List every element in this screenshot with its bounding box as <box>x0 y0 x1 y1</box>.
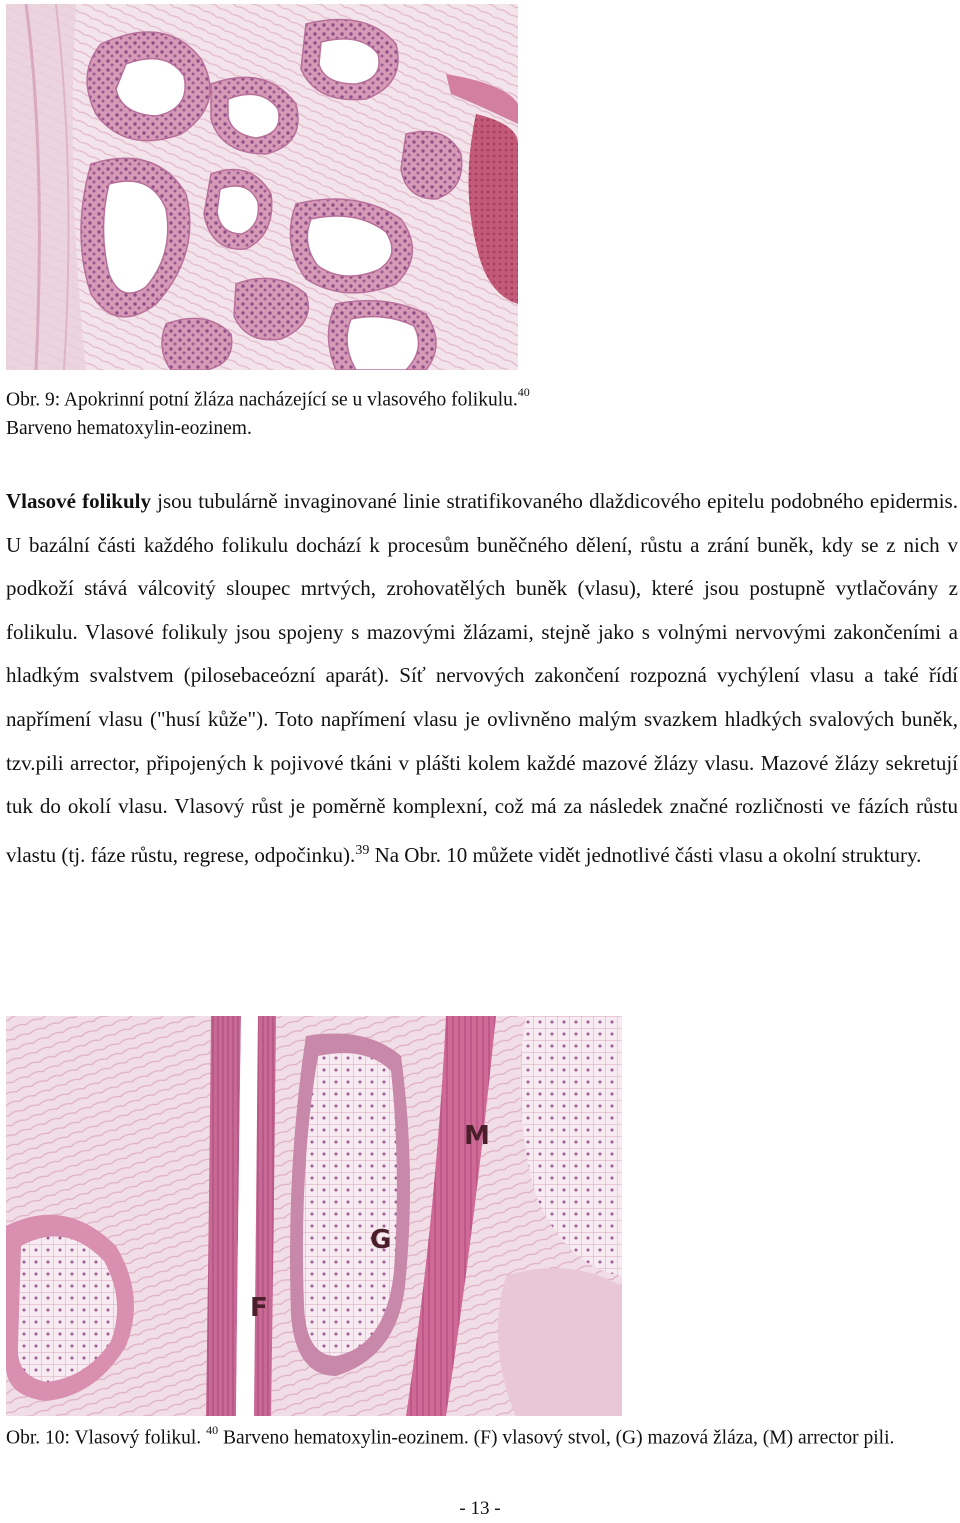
figure-10-image <box>6 1016 622 1416</box>
figure-9-caption <box>6 380 530 443</box>
figure-9-image <box>6 4 518 370</box>
figure-10-caption-text: Obr. 10: Vlasový folikul. <box>6 1427 202 1449</box>
label-g: G <box>370 1225 392 1255</box>
label-m: M <box>464 1121 490 1151</box>
paragraph-text-b: Na Obr. 10 můžete vidět jednotlivé části vlasu a okolní struktury. <box>369 842 922 867</box>
figure-9-caption-text: Obr. 9: Apokrinní potní žláza nacházející se u vlasového folikulu. <box>6 389 518 411</box>
follicle-micrograph <box>6 1016 622 1416</box>
page-number: - 13 - <box>459 1498 501 1519</box>
figure-9-reference: 40 <box>517 385 530 399</box>
figure-9-caption-line2: Barveno hematoxylin-eozinem. <box>6 417 252 439</box>
term-hair-follicles: Vlasové folikuly <box>6 489 151 513</box>
gland-micrograph <box>6 4 518 370</box>
figure-10-reference: 40 <box>206 1423 219 1437</box>
paragraph-reference: 39 <box>355 842 370 858</box>
figure-10-caption-rest: Barveno hematoxylin-eozinem. (F) vlasový stvol, (G) mazová žláza, (M) arrector pili. <box>218 1427 895 1449</box>
paragraph-text-a: jsou tubulárně invaginované linie stratifikovaného dlaždicového epitelu podobného epidermis. U bazální části každého folikulu dochází k procesům buněčného dělení, růstu a zrání buněk, kdy se z nich v podkoží stává válcovitý sloupec mrtvých, zrohovatělých buněk (vlasu), které jsou postupně vytlačovány z folikulu. Vlasové folikuly jsou spojeny s mazovými žlázami, stejně jako s volnými nervovými zakončeními a hladkým svalstvem (pilosebaceózní aparát). Síť nervových zakončení rozpozná vychýlení vlasu a také řídí napřímení vlasu ("husí kůže"). Toto napřímení vlasu je ovlivněno malým svazkem hladkých svalových buněk, tzv.pili arrector, připojených k pojivové tkáni v plášti kolem každé mazové žlázy vlasu. Mazové žlázy sekretují tuk do okolí vlasu. Vlasový růst je poměrně komplexní, což má za následek značné rozličnosti ve fázích růstu vlastu (tj. fáze růstu, regrese, odpočinku). <box>6 489 958 867</box>
figure-10-caption <box>6 1418 958 1453</box>
label-f: F <box>250 1293 268 1323</box>
paragraph-hair-follicles <box>6 480 958 877</box>
